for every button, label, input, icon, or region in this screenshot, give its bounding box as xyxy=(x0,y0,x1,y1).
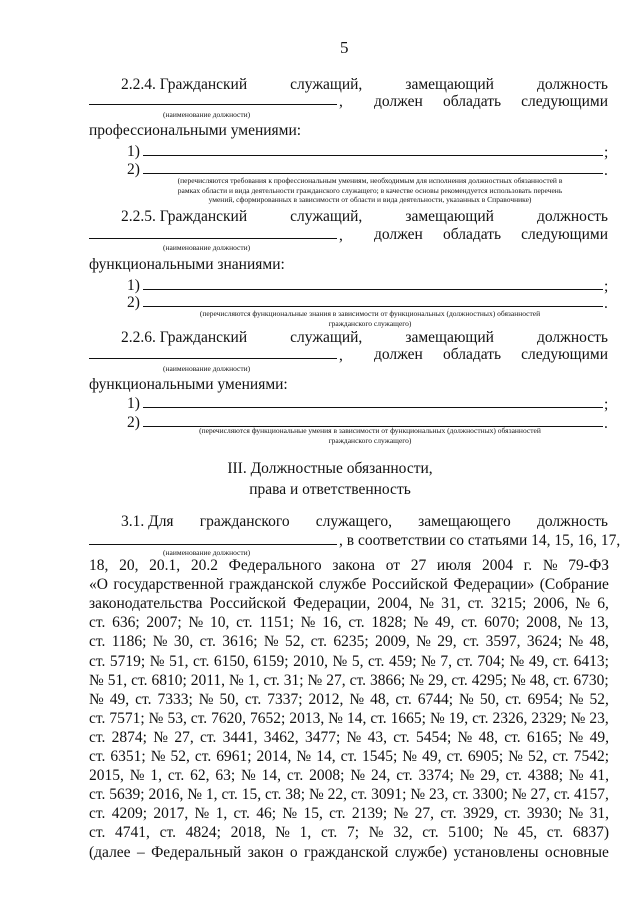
section-caption: (перечисляются функциональные знания в зависимости от функциональных (должностных) обязанностей гражданского служащего) xyxy=(199,309,541,328)
item-2-label: 2) xyxy=(127,294,140,311)
document-page: 5 2.2.4. Гражданский служащий, замещающий должность , должен обладать следующими (наименование должности) профессиональными умениями: 1) ; 2) . (перечисляются требования к профессиональным умениям, необходимым для исполнения должностных обязанностей в рамках области и вида деятельности гражданского служащего; в качестве основы рекомендуется использовать перечень умений, сформированных в зависимости от области и вида деятельности, указанных в Справочнике) 2.2.5. Гражданский служащий, замещающий должность , должен обладать следующими (наименование должности) функциональными знаниями: 1) ; 2) . (перечисляются функциональные знания в зависимости от функциональных (должностных) обязанностей гражданского служащего) 2.2.6. Гражданский служащий, замещающий должность , должен обладать следующими (наименование должности) функциональными умениями: 1) ; 2) . (перечисляются функциональные умения в зависимости от функциональных (должностных) обязанностей гражданского служащего) III. Должностные обязанности, права и ответственность 3.1. Для гражданского служащего, замещающего должность , в соответствии со статьями 14, 15, 16, 17, (наименование должности) 18, 20, 20.1, 20.2 Федерального закона от 27 июля 2004 г. № 79-ФЗ «О государственной гражданской службе Российской Федерации» (Собрание законодательства Российской Федерации, 2004, № 31, ст. 3215; 2006, № 6, ст. 636; 2007; № 10, ст. 1151; № 16, ст. 1828; № 49, ст. 6070; 2008, № 13, ст. 1186; № 30, ст. 3616; № 52, ст. 6235; 2009, № 29, ст. 3597, 3624; № 48, ст. 5719; № 51, ст. 6150, 6159; 2010, № 5, ст. 459; № 7, ст. 704; № 49, ст. 6413; № 51, ст. 6810; 2011, № 1, ст. 31; № 27, ст. 3866; № 29, ст. 4295; № 48, ст. 6730; № 49, ст. 7333; № 50, ст. 7337; 2012, № 48, ст. 6744; № 50, ст. 6954; № 52, ст. 7571; № 53, ст. 7620, 7652; 2013, № 14, ст. 1665; № 19, ст. 2326, 2329; № 23, ст. 2874; № 27, ст. 3441, 3462, 3477; № 43, ст. 5454; № 48, ст. 6165; № 49, ст. 6351; № 52, ст. 6961; 2014, № 14, ст. 1545; № 49, ст. 6905; № 52, ст. 7542; 2015, № 1, ст. 62, 63; № 14, ст. 2008; № 24, ст. 3374; № 29, ст. 4388; № 41, ст. 5639; 2016, № 1, ст. 15, ст. 38; № 22, ст. 3091; № 23, ст. 3300; № 27, ст. 4157, ст. 4209; 2017, № 1, ст. 46; № 15, ст. 2139; № 27, ст. 3929, ст. 3930; № 31, ст. 4741, ст. 4824; 2018, № 1, ст. 7; № 32, ст. 5100; № 45, ст. 6837) (далее – Федеральный закон о гражданской службе) установлены основные xyxy=(89,38,621,861)
law-text-line: ст. 2874; № 27, ст. 3441, 3462, 3477; № 43, ст. 5454; № 48, ст. 6165; № 49, xyxy=(89,728,609,746)
item-1-label: 1) xyxy=(127,395,140,412)
law-text-line: «О государственной гражданской службе Российской Федерации» (Собрание xyxy=(89,576,609,594)
item-1-blank xyxy=(143,289,603,290)
item-2-label: 2) xyxy=(127,161,140,178)
item-2-label: 2) xyxy=(127,414,140,431)
law-text-line: № 51, ст. 6810; 2011, № 1, ст. 31; № 27, ст. 3866; № 29, ст. 4295; № 48, ст. 6730; xyxy=(89,671,609,689)
law-text-line: (далее – Федеральный закон о гражданской службе) установлены основные xyxy=(89,843,609,861)
must-have-line: должен обладать следующими xyxy=(374,93,608,110)
section-iii-title: III. Должностные обязанности, права и ответственность xyxy=(227,460,433,498)
section-caption: (перечисляются функциональные умения в зависимости от функциональных (должностных) обязанностей гражданского служащего) xyxy=(199,426,541,445)
section-3-1-heading: 3.1. Для гражданского служащего, замещающего должность xyxy=(121,513,608,530)
law-text-line: ст. 5639; 2016, № 1, ст. 15, ст. 38; № 22, ст. 3091; № 23, ст. 3300; № 27, ст. 4157, xyxy=(89,786,609,804)
item-1-blank xyxy=(143,407,603,408)
law-text-line: ст. 4209; 2017, № 1, ст. 46; № 15, ст. 2139; № 27, ст. 3929, ст. 3930; № 31, xyxy=(89,805,609,823)
law-text-line: 18, 20, 20.1, 20.2 Федерального закона от 27 июля 2004 г. № 79-ФЗ xyxy=(89,557,609,574)
position-name-blank xyxy=(89,104,337,105)
law-text-line: № 49, ст. 7333; № 50, ст. 7337; 2012, № 48, ст. 6744; № 50, ст. 6954; № 52, xyxy=(89,690,609,708)
section-2-2-6-heading: 2.2.6. Гражданский служащий, замещающий должность xyxy=(121,329,608,346)
position-name-blank xyxy=(89,544,337,545)
must-have-line: должен обладать следующими xyxy=(374,226,608,243)
section-2-2-4-heading: 2.2.4. Гражданский служащий, замещающий должность xyxy=(121,76,608,93)
section-3-1-continuation: , в соответствии со статьями 14, 15, 16, 17, xyxy=(339,532,621,549)
position-name-blank xyxy=(89,358,337,359)
law-text-line: ст. 7571; № 53, ст. 7620, 7652; 2013, № 14, ст. 1665; № 19, ст. 2326, 2329; № 23, xyxy=(89,709,609,727)
item-2-blank xyxy=(143,173,603,174)
position-name-caption: (наименование должности) xyxy=(163,548,251,557)
must-have-line: должен обладать следующими xyxy=(374,346,608,363)
law-text-line: ст. 1186; № 30, ст. 3616; № 52, ст. 6235; 2009, № 29, ст. 3597, 3624; № 48, xyxy=(89,633,609,651)
section-subject: профессиональными умениями: xyxy=(89,122,302,139)
law-text-line: ст. 4741, ст. 4824; 2018, № 1, ст. 7; № 32, ст. 5100; № 45, ст. 6837) xyxy=(89,824,609,842)
law-text-line: законодательства Российской Федерации, 2004, № 31, ст. 3215; 2006, № 6, xyxy=(89,595,609,613)
section-subject: функциональными умениями: xyxy=(89,376,288,393)
item-1-label: 1) xyxy=(127,143,140,160)
law-text-line: 2015, № 1, ст. 62, 63; № 14, ст. 2008; № 24, ст. 3374; № 29, ст. 4388; № 41, xyxy=(89,767,609,785)
law-text-line: ст. 5719; № 51, ст. 6150, 6159; 2010, № 5, ст. 459; № 7, ст. 704; № 49, ст. 6413; xyxy=(89,652,609,670)
position-name-caption: (наименование должности) xyxy=(163,243,251,252)
section-2-2-5-heading: 2.2.5. Гражданский служащий, замещающий должность xyxy=(121,208,608,225)
position-name-caption: (наименование должности) xyxy=(163,110,251,119)
item-2-blank xyxy=(143,306,603,307)
position-name-blank xyxy=(89,238,337,239)
position-name-caption: (наименование должности) xyxy=(163,364,251,373)
heading-number: 2.2.4. Гражданский xyxy=(121,76,248,93)
section-caption: (перечисляются требования к профессиональным умениям, необходимым для исполнения должностных обязанностей в рамках области и вида деятельности гражданского служащего; в качестве основы рекомендуется использовать перечень умений, сформированных в зависимости от области и вида деятельности, указанных в Справочнике) xyxy=(177,176,563,204)
page-number: 5 xyxy=(340,38,349,57)
law-text-line: ст. 6351; № 52, ст. 6961; 2014, № 14, ст. 1545; № 49, ст. 6905; № 52, ст. 7542; xyxy=(89,748,609,765)
item-1-blank xyxy=(143,155,603,156)
section-subject: функциональными знаниями: xyxy=(89,256,285,273)
law-text-line: ст. 636; 2007; № 10, ст. 1151; № 16, ст. 1828; № 49, ст. 6070; 2008, № 13, xyxy=(89,614,609,632)
item-1-label: 1) xyxy=(127,277,140,294)
